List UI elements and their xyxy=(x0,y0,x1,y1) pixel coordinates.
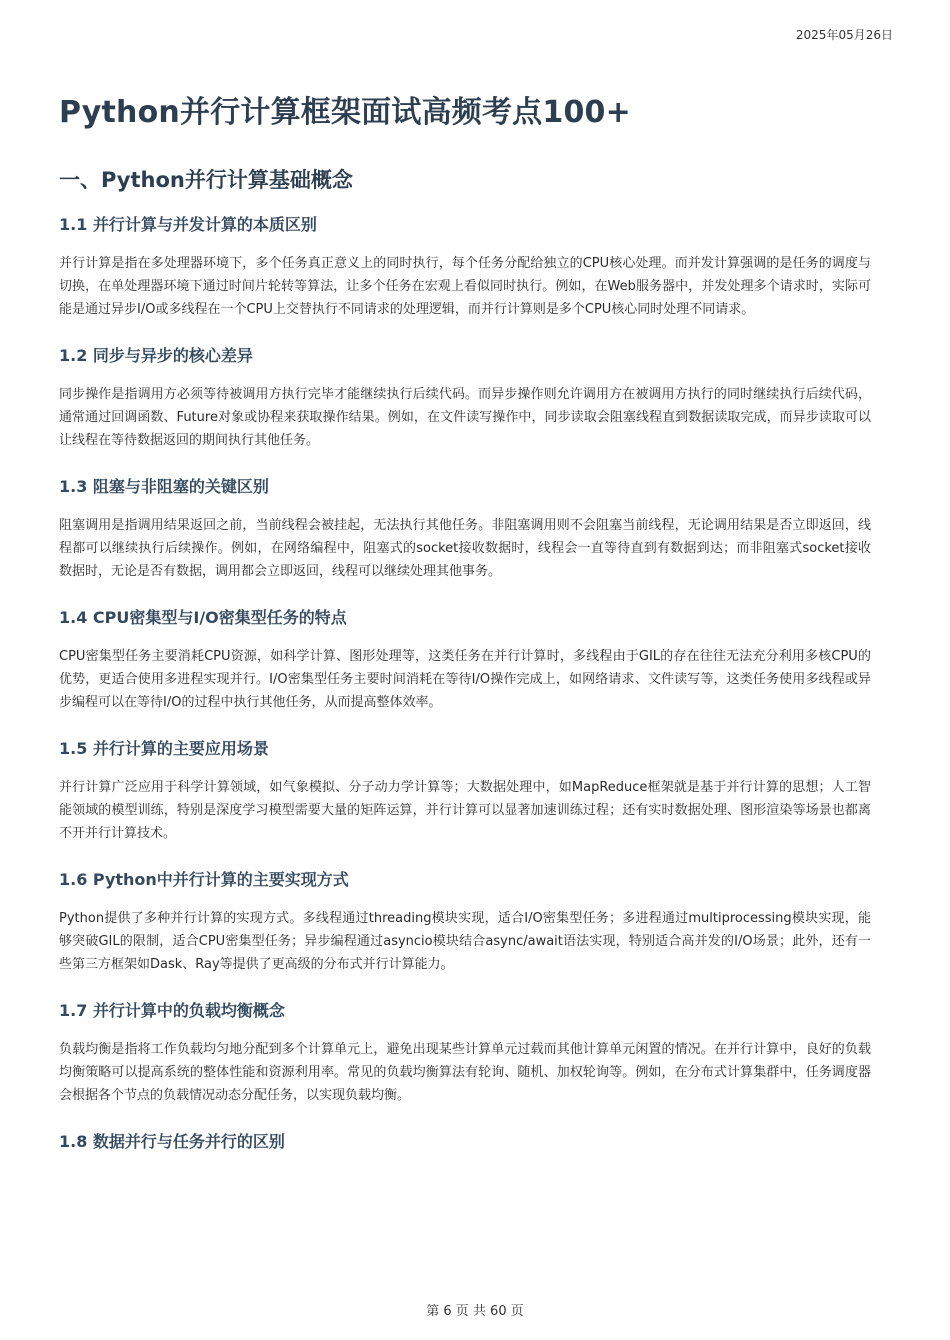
section-heading: 1.7 并行计算中的负载均衡概念 xyxy=(59,1001,285,1020)
section-heading: 1.6 Python中并行计算的主要实现方式 xyxy=(59,870,349,889)
section-paragraph: 并行计算是指在多处理器环境下，多个任务真正意义上的同时执行，每个任务分配给独立的CPU核心处理。而并发计算强调的是任务的调度与切换，在单处理器环境下通过时间片轮转等算法，让多个任务在宏观上看似同时执行。例如，在Web服务器中，并发处理多个请求时，实际可能是通过异步I/O或多线程在一个CPU上交替执行不同请求的处理逻辑，而并行计算则是多个CPU核心同时处理不同请求。 xyxy=(59,256,871,317)
section-heading: 1.4 CPU密集型与I/O密集型任务的特点 xyxy=(59,608,347,627)
section-heading: 1.3 阻塞与非阻塞的关键区别 xyxy=(59,477,269,496)
section-1-7 xyxy=(59,1000,871,1107)
section-heading: 1.2 同步与异步的核心差异 xyxy=(59,346,253,365)
page-number: 第 6 页 共 60 页 xyxy=(426,1304,524,1319)
section-heading: 1.1 并行计算与并发计算的本质区别 xyxy=(59,215,317,234)
section-paragraph: 并行计算广泛应用于科学计算领域，如气象模拟、分子动力学计算等；大数据处理中，如MapReduce框架就是基于并行计算的思想；人工智能领域的模型训练，特别是深度学习模型需要大量的矩阵运算，并行计算可以显著加速训练过程；还有实时数据处理、图形渲染等场景也都离不开并行计算技术。 xyxy=(59,780,871,841)
section-1-5 xyxy=(59,738,871,845)
part-title: 一、Python并行计算基础概念 xyxy=(59,168,353,192)
section-paragraph: 阻塞调用是指调用结果返回之前，当前线程会被挂起，无法执行其他任务。非阻塞调用则不会阻塞当前线程，无论调用结果是否立即返回，线程都可以继续执行后续操作。例如，在网络编程中，阻塞式的socket接收数据时，线程会一直等待直到有数据到达；而非阻塞式socket接收数据时，无论是否有数据，调用都会立即返回，线程可以继续处理其他事务。 xyxy=(59,518,871,579)
section-paragraph: 同步操作是指调用方必须等待被调用方执行完毕才能继续执行后续代码。而异步操作则允许调用方在被调用方执行的同时继续执行后续代码，通常通过回调函数、Future对象或协程来获取操作结果。例如，在文件读写操作中，同步读取会阻塞线程直到数据读取完成，而异步读取可以让线程在等待数据返回的期间执行其他任务。 xyxy=(59,387,871,448)
section-paragraph: 负载均衡是指将工作负载均匀地分配到多个计算单元上，避免出现某些计算单元过载而其他计算单元闲置的情况。在并行计算中，良好的负载均衡策略可以提高系统的整体性能和资源利用率。常见的负载均衡算法有轮询、随机、加权轮询等。例如，在分布式计算集群中，任务调度器会根据各个节点的负载情况动态分配任务，以实现负载均衡。 xyxy=(59,1042,871,1103)
section-1-8 xyxy=(59,1131,871,1153)
section-1-6 xyxy=(59,869,871,976)
section-1-3 xyxy=(59,476,871,583)
section-1-1 xyxy=(59,214,871,321)
section-1-4 xyxy=(59,607,871,714)
section-paragraph: Python提供了多种并行计算的实现方式。多线程通过threading模块实现，适合I/O密集型任务；多进程通过multiprocessing模块实现，能够突破GIL的限制，适合CPU密集型任务；异步编程通过asyncio模块结合async/await语法实现，特别适合高并发的I/O场景；此外，还有一些第三方框架如Dask、Ray等提供了更高级的分布式并行计算能力。 xyxy=(59,911,871,972)
document-date: 2025年05月26日 xyxy=(795,28,893,42)
section-1-2 xyxy=(59,345,871,452)
section-heading: 1.8 数据并行与任务并行的区别 xyxy=(59,1132,285,1151)
section-heading: 1.5 并行计算的主要应用场景 xyxy=(59,739,269,758)
document-content xyxy=(59,94,871,1153)
section-paragraph: CPU密集型任务主要消耗CPU资源，如科学计算、图形处理等，这类任务在并行计算时，多线程由于GIL的存在往往无法充分利用多核CPU的优势，更适合使用多进程实现并行。I/O密集型任务主要时间消耗在等待I/O操作完成上，如网络请求、文件读写等，这类任务使用多线程或异步编程可以在等待I/O的过程中执行其他任务，从而提高整体效率。 xyxy=(59,649,871,710)
document-title: Python并行计算框架面试高频考点100+ xyxy=(59,95,631,130)
